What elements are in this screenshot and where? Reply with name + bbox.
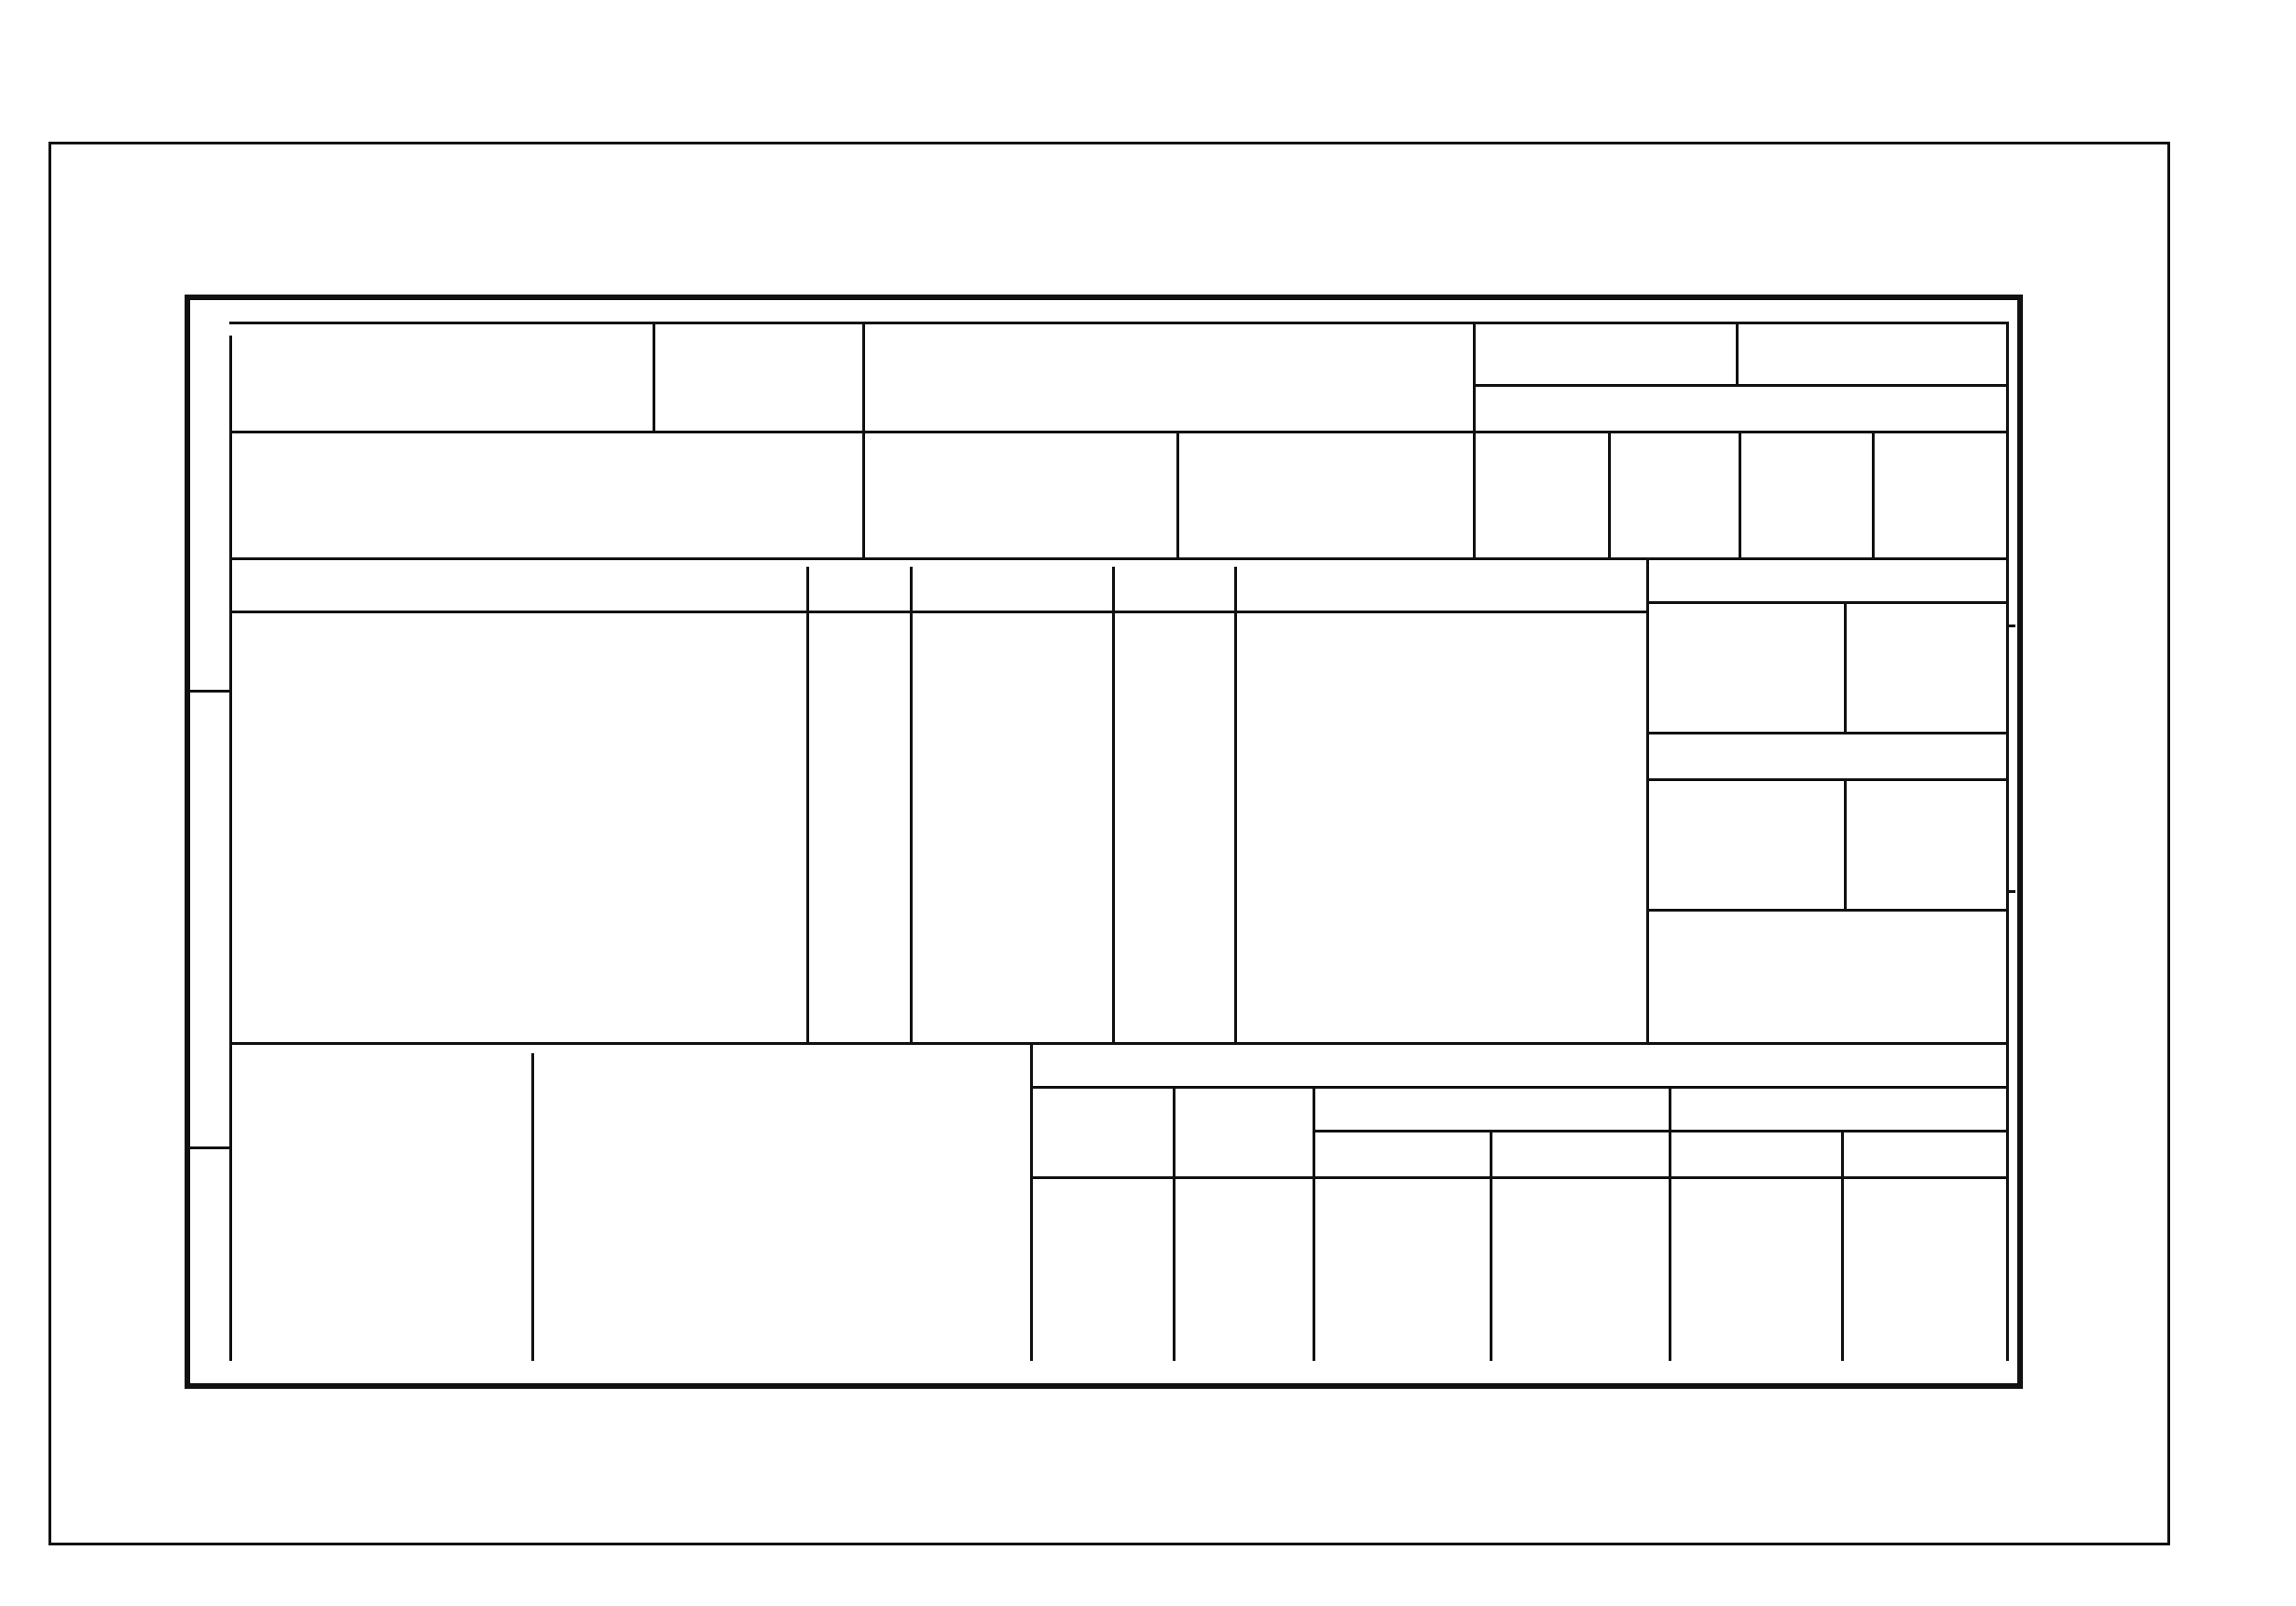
signal-header-line xyxy=(1646,601,2006,604)
grid-v-dual xyxy=(1490,1130,1492,1361)
grid-v-day xyxy=(1872,431,1875,557)
left-column-sep-1 xyxy=(190,690,231,693)
grid-v-duty xyxy=(1112,567,1115,1042)
bottom-section-top xyxy=(229,1042,2006,1045)
grid-v-ontype xyxy=(1669,1086,1671,1361)
hours-header-line xyxy=(1030,1176,2006,1179)
grid-v-time xyxy=(1736,322,1739,384)
form-body xyxy=(185,295,2023,1389)
left-column-divider xyxy=(229,336,232,1361)
grid-v-hours xyxy=(1030,1042,1033,1361)
grid-v-me xyxy=(1739,431,1741,557)
grid-v-injuries xyxy=(1234,567,1237,1042)
grid-v-se xyxy=(1608,431,1611,557)
grid-v-signal xyxy=(1646,557,1649,1042)
hours-title-line xyxy=(1030,1086,2006,1089)
signal-v-2 xyxy=(1844,778,1847,909)
signal-line-1 xyxy=(1646,732,2006,734)
grid-date-split xyxy=(1473,384,2006,387)
right-column-sep-2 xyxy=(2006,890,2015,893)
grid-top xyxy=(229,322,2006,324)
right-column-sep-1 xyxy=(2006,625,2015,627)
grid-v-date xyxy=(1473,322,1476,557)
grid-v-night xyxy=(1313,1086,1315,1361)
grid-v-rank xyxy=(806,567,809,1042)
grid-v-number xyxy=(910,567,913,1042)
grid-v-inst xyxy=(1173,1086,1175,1361)
left-column-sep-2 xyxy=(190,1146,231,1149)
grid-v-total-dual xyxy=(1841,1130,1844,1361)
grid-v-unit xyxy=(653,322,655,431)
grid-v-engine xyxy=(531,1053,534,1361)
signal-v-1 xyxy=(1844,601,1847,732)
right-column-divider xyxy=(2006,322,2009,1361)
signal-line-3 xyxy=(1646,909,2006,912)
ontype-line xyxy=(1313,1130,2006,1132)
grid-v-crash xyxy=(1176,431,1179,557)
grid-row-2 xyxy=(229,557,2006,560)
grid-v-place xyxy=(862,322,865,557)
signal-line-2 xyxy=(1646,778,2006,781)
personnel-header-line xyxy=(229,611,1646,613)
